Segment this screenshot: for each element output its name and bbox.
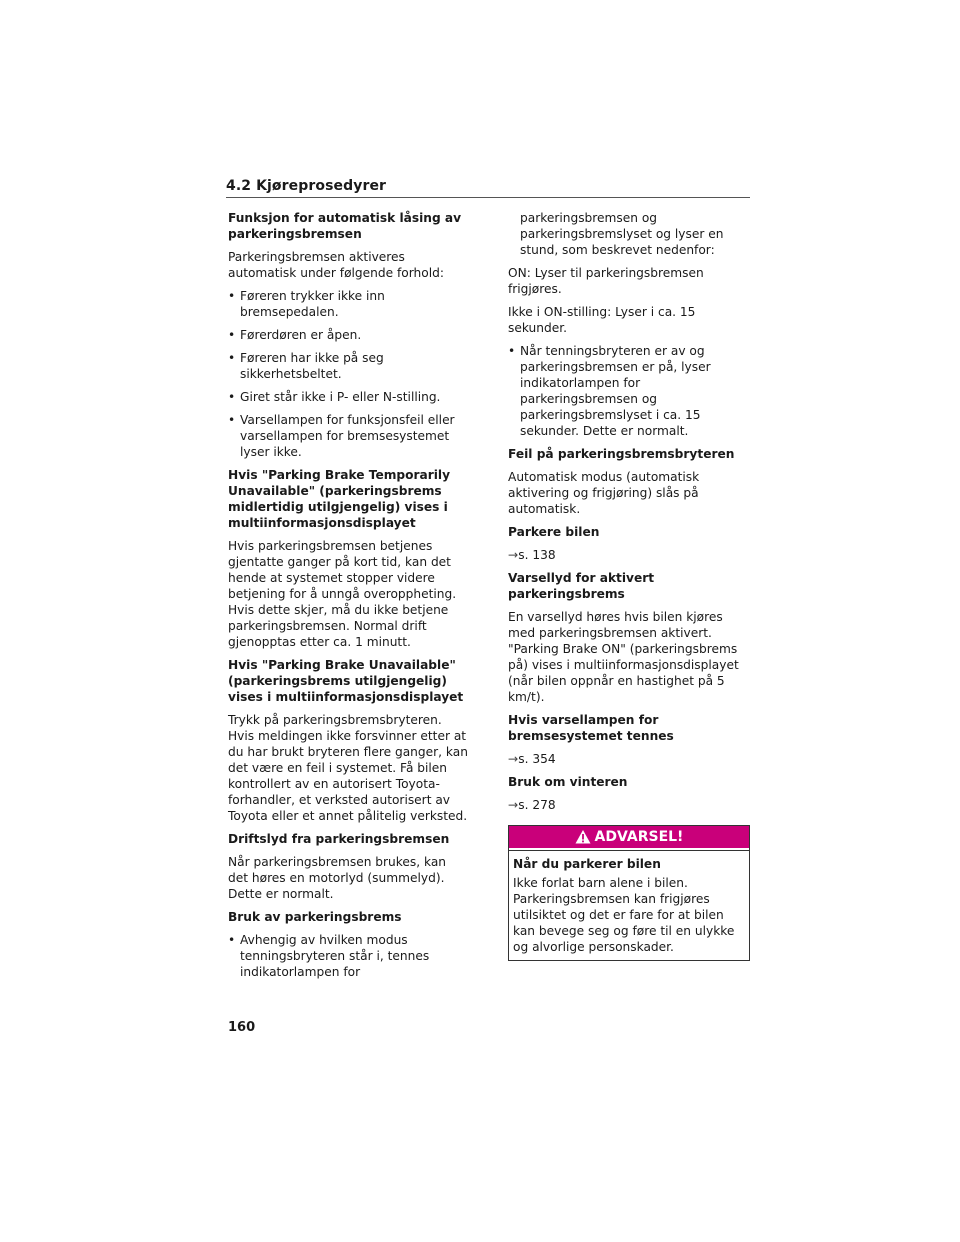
bullet: • (508, 344, 516, 358)
list-item: • Varsellampen for funksjonsfeil eller varsellampen for bremsesystemet lyser ikke. (228, 413, 455, 459)
warning-label: ADVARSEL! (594, 829, 684, 845)
paragraph-warning-sound: En varsellyd høres hvis bilen kjøres med parkeringsbremsen aktivert. "Parking Brake ON" (parkeringsbrems på) vises i multiinformasjonsdisplayet (når bilen oppnår en hastighet på 5 km/t). (508, 610, 739, 704)
section-header (226, 178, 750, 198)
list-item: • Når tenningsbryteren er av og parkeringsbremsen er på, lyser indikatorlampen for parkeringsbremsen og parkeringsbremslyset i ca. 15 sekunder. Dette er normalt. (508, 344, 711, 438)
bullet: • (228, 413, 236, 427)
page-reference[interactable]: →s. 354 (508, 752, 556, 766)
heading-auto-lock: Funksjon for automatisk låsing av parkeringsbremsen (228, 211, 462, 241)
continued-text: parkeringsbremsen og parkeringsbremslyset og lyser en stund, som beskrevet nedenfor: (520, 211, 724, 257)
heading-temporarily-unavailable: Hvis "Parking Brake Temporarily Unavailable" (parkeringsbrems midlertidig utilgjengelig) vises i multiinformasjonsdisplayet (228, 468, 451, 530)
use-list (228, 932, 468, 980)
list-item: • Førerdøren er åpen. (228, 328, 362, 342)
page-number: 160 (228, 1020, 256, 1035)
arrow-right-icon: → (508, 752, 519, 766)
heading-operating-sound: Driftslyd fra parkeringsbremsen (228, 832, 450, 846)
conditions-list (228, 288, 468, 460)
paragraph-switch-fault: Automatisk modus (automatisk aktivering og frigjøring) slås på automatisk. (508, 470, 700, 516)
list-item: • Avhengig av hvilken modus tenningsbryteren står i, tennes indikatorlampen for (228, 933, 430, 979)
paragraph-operating-sound: Når parkeringsbremsen brukes, kan det høres en motorlyd (summelyd). Dette er normalt. (228, 855, 447, 901)
bullet: • (228, 933, 236, 947)
list-item: • Giret står ikke i P- eller N-stilling. (228, 390, 441, 404)
heading-parking: Parkere bilen (508, 525, 600, 539)
bullet: • (228, 328, 236, 342)
section-title: 4.2 Kjøreprosedyrer (226, 178, 387, 194)
paragraph-temporarily-unavailable: Hvis parkeringsbremsen betjenes gjentatte ganger på kort tid, kan det hende at systemet stopper videre betjening for å unngå overoppheting. Hvis dette skjer, må du ikke betjene parkeringsbremsen. Normal drift gjenopptas etter ca. 1 minutt. (228, 539, 457, 649)
arrow-right-icon: → (508, 798, 519, 812)
warning-text: Ikke forlat barn alene i bilen. Parkeringsbremsen kan frigjøres utilsiktet og det er fare for at bilen kan bevege seg og føre til en ulykke og alvorlige personskader. (513, 876, 735, 954)
heading-unavailable: Hvis "Parking Brake Unavailable" (parkeringsbrems utilgjengelig) vises i multiinformasjonsdisplayet (228, 658, 464, 704)
warning-banner (509, 826, 749, 850)
bullet: • (228, 390, 236, 404)
list-item: • Føreren trykker ikke inn bremsepedalen. (228, 289, 385, 319)
heading-switch-fault: Feil på parkeringsbremsbryteren (508, 447, 735, 461)
right-column (508, 210, 750, 961)
bullet: • (228, 289, 236, 303)
heading-use-parking-brake: Bruk av parkeringsbrems (228, 910, 402, 924)
heading-brake-warning-light: Hvis varsellampen for bremsesystemet tennes (508, 713, 674, 743)
paragraph-on: ON: Lyser til parkeringsbremsen frigjøres. (508, 266, 704, 296)
warning-triangle-icon (575, 829, 591, 845)
page-reference[interactable]: →s. 138 (508, 548, 556, 562)
bullet: • (228, 351, 236, 365)
paragraph-auto-lock: Parkeringsbremsen aktiveres automatisk under følgende forhold: (228, 250, 444, 280)
heading-winter-use: Bruk om vinteren (508, 775, 628, 789)
page-reference[interactable]: →s. 278 (508, 798, 556, 812)
warning-heading: Når du parkerer bilen (513, 857, 661, 871)
paragraph-unavailable: Trykk på parkeringsbremsbryteren. Hvis meldingen ikke forsvinner etter at du har brukt bryteren flere ganger, kan det være en feil i systemet. Få bilen kontrollert av en autorisert Toyota-forhandler, et verksted autorisert av Toyota eller et annet pålitelig verksted. (228, 713, 468, 823)
warning-box (508, 825, 750, 961)
heading-warning-sound: Varsellyd for aktivert parkeringsbrems (508, 571, 655, 601)
warning-body (509, 850, 749, 957)
ignition-off-list (508, 343, 750, 439)
paragraph-not-on: Ikke i ON-stilling: Lyser i ca. 15 sekunder. (508, 305, 696, 335)
arrow-right-icon: → (508, 548, 519, 562)
left-column (228, 210, 468, 987)
list-item: • Føreren har ikke på seg sikkerhetsbeltet. (228, 351, 384, 381)
